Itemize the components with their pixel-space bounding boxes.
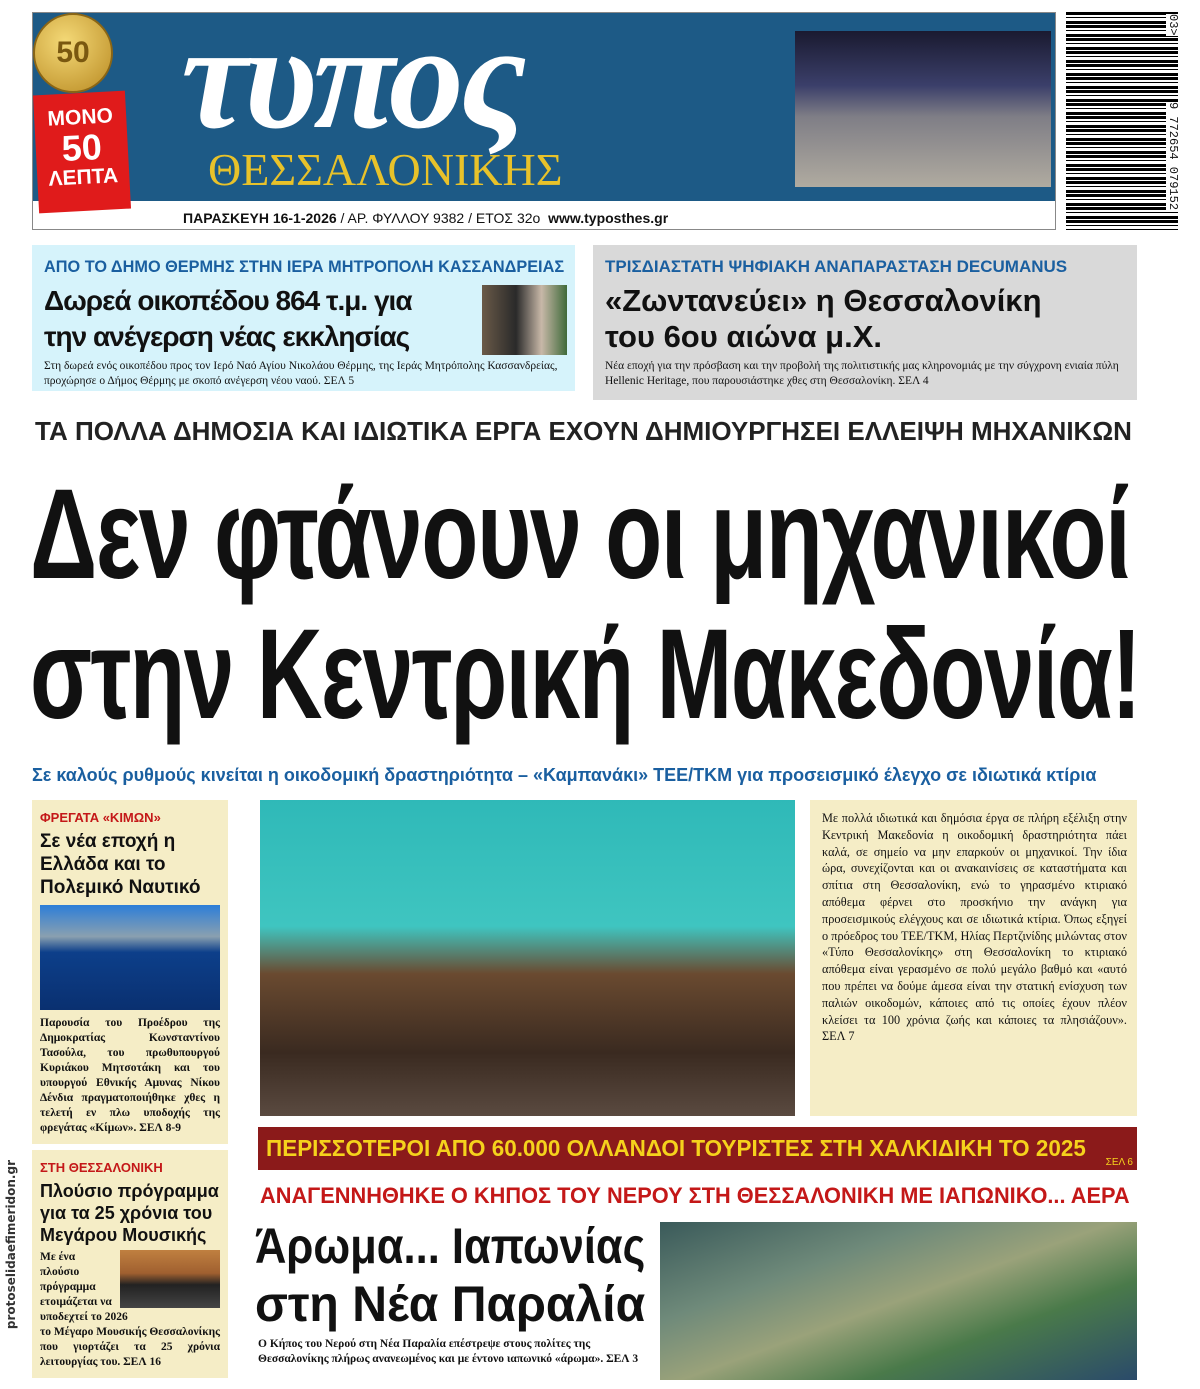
masthead [32,0,1056,230]
frigate-photo [40,905,220,1010]
story-body: Με ένα πλούσιο πρόγραμμα ετοιμάζεται να υποδεχτεί το 2026 [40,1251,128,1323]
headline: «Ζωντανεύει» η Θεσσαλονίκη [605,283,1042,318]
church-photo [482,285,567,355]
lead-subhead: Σε καλούς ρυθμούς κινείται η οικοδομική δραστηριότητα – «Καμπανάκι» ΤΕΕ/ΤΚΜ για προσεισμικό έλεγχο σε ιδιωτικά κτίρια [32,765,1097,785]
headline: Δωρεά οικοπέδου 864 τ.μ. για [44,285,412,316]
lead-headline: στην Κεντρική Μακεδονία! [30,603,1141,746]
kicker: ΤΡΙΣΔΙΑΣΤΑΤΗ ΨΗΦΙΑΚΗ ΑΝΑΠΑΡΑΣΤΑΣΗ DECUMANUS [605,257,1068,276]
headline: Σε νέα εποχή η Ελλάδα και το Πολεμικό Ναυτικό [40,831,201,898]
garden-photo [660,1222,1137,1380]
garden-headline: Άρωμα... Ιαπωνίας [255,1218,646,1274]
story-decumanus [593,245,1137,400]
kicker: ΣΤΗ ΘΕΣΣΑΛΟΝΙΚΗ [40,1160,163,1175]
story-church-donation [32,245,575,391]
newspaper-subtitle: ΘΕΣΣΑΛΟΝΙΚΗΣ [208,144,563,195]
story-body: Παρουσία του Προέδρου της Δημοκρατίας Κωνσταντίνου Τασούλα, του πρωθυπουργού Κυριάκου Μητσοτάκη και του υπουργού Εθνικής Αμυνας Νίκου Δένδια πραγματοποιήθηκε χθες η τελετή εν πλω υποδοχής της φρεγάτας «Κίμων». ΣΕΛ 8-9 [40,1017,220,1134]
badge-line: ΛΕΠΤΑ [47,164,119,191]
kicker: ΦΡΕΓΑΤΑ «ΚΙΜΩΝ» [40,810,161,825]
kicker: ΑΠΟ ΤΟ ΔΗΜΟ ΘΕΡΜΗΣ ΣΤΗΝ ΙΕΡΑ ΜΗΤΡΟΠΟΛΗ ΚΑΣΣΑΝΔΡΕΙΑΣ [44,257,565,276]
story-body: το Μέγαρο Μουσικής Θεσσαλονίκης που γιορτάζει τα 25 χρόνια λειτουργίας του. ΣΕΛ 16 [40,1326,220,1368]
newspaper-logo: τυπος [181,0,523,160]
barcode-number: 9 772654 079152 [1166,102,1180,211]
story-body: Νέα εποχή για την πρόσβαση και την προβολή της πολιτιστικής μας κληρονομιάς με την σύγχρονη ενιαία πύλη Hellenic Heritage, που παρουσιάστηκε χθες στη Θεσσαλονίκη. ΣΕΛ 4 [605,360,1119,387]
lead-kicker: ΤΑ ΠΟΛΛΑ ΔΗΜΟΣΙΑ ΚΑΙ ΙΔΙΩΤΙΚΑ ΕΡΓΑ ΕΧΟΥΝ ΔΗΜΙΟΥΡΓΗΣΕΙ ΕΛΛΕΙΨΗ ΜΗΧΑΝΙΚΩΝ [35,416,1132,446]
lead-body-box [810,800,1137,1116]
story-frigate [32,800,228,1144]
banner-page: ΣΕΛ 6 [1105,1157,1133,1168]
masthead-band [33,0,1055,201]
headline: Πλούσιο πρόγραμμα για τα 25 χρόνια του Μεγάρου Μουσικής [40,1181,219,1245]
barcode [1066,12,1178,230]
coin-icon: 50 [33,13,113,93]
story-megaro [32,1150,228,1378]
dateline [183,210,668,226]
garden-headline: στη Νέα Παραλία [255,1276,646,1332]
masthead-photo [795,31,1051,187]
watermark: protoselidaefimeridon.gr [4,1160,18,1330]
price-badge [33,91,131,214]
garden-kicker: ΑΝΑΓΕΝΝΗΘΗΚΕ Ο ΚΗΠΟΣ ΤΟΥ ΝΕΡΟΥ ΣΤΗ ΘΕΣΣΑΛΟΝΙΚΗ ΜΕ ΙΑΠΩΝΙΚΟ... ΑΕΡΑ [260,1183,1130,1208]
issue-info: / ΑΡ. ΦΥΛΛΟΥ 9382 / ΕΤΟΣ 32ο [336,210,541,226]
garden-body: Ο Κήπος του Νερού στη Νέα Παραλία επέστρεψε στους πολίτες της Θεσσαλονίκης πλήρως ανανεωμένος και με έντονο ιαπωνικό «άρωμα». ΣΕΛ 3 [258,1338,639,1365]
barcode-issue: 03> [1166,14,1180,36]
lead-headline: Δεν φτάνουν οι μηχανικοί [30,463,1130,606]
banner-text: ΠΕΡΙΣΣΟΤΕΡΟΙ ΑΠΟ 60.000 ΟΛΛΑΝΔΟΙ ΤΟΥΡΙΣΤΕΣ ΣΤΗ ΧΑΛΚΙΔΙΚΗ ΤΟ 2025 [266,1135,1086,1161]
headline: του 6ου αιώνα μ.Χ. [605,319,883,354]
megaro-photo [120,1250,220,1308]
badge-price: 50 [60,126,103,170]
badge-line: ΜΟΝΟ [46,104,114,131]
lead-body: Με πολλά ιδιωτικά και δημόσια έργα σε πλήρη εξέλιξη στην Κεντρική Μακεδονία η οικοδομική δραστηριότητα πάει καλά, σε σημείο να μην επαρκούν οι μηχανικοί. Την ίδια ώρα, συνεχίζονται και οι ανακαινίσεις σε καταστήματα και σπίτια στη Θεσσαλονίκη, ενώ το γηρασμένο κτιριακό απόθεμα φέρνει στο προσκήνιο την ανάγκη για προσεισμικούς ελέγχους και σε ιδιωτικά κτίρια. Όπως εξηγεί ο πρόεδρος του ΤΕΕ/ΤΚΜ, Ηλίας Περτζινίδης μιλώντας στον «Τύπο Θεσσαλονίκης» στη Θεσσαλονίκη το κτιριακό απόθεμα είναι γερασμένο σε πολύ μεγάλο βαθμό και «αυτό που πρέπει να δούμε άμεσα είναι την στατική ενίσχυση των παλιών οικοδομών, κάποιες από τις οποίες έχουν πλέον κλείσει τα 100 χρόνια ζωής και κάποιες τα πλησιάζουν». ΣΕΛ 7 [822,811,1127,1044]
construction-photo [260,800,795,1116]
story-body: Στη δωρεά ενός οικοπέδου προς τον Ιερό Ναό Αγίου Νικολάου Θέρμης, της Ιεράς Μητρόπολης Κασσανδρείας, προχώρησε ο Δήμος Θέρμης με σκοπό ανέγερση νέου ναού. ΣΕΛ 5 [44,360,558,387]
website-link[interactable]: www.typosthes.gr [548,210,669,226]
headline: την ανέγερση νέας εκκλησίας [44,321,410,352]
date: ΠΑΡΑΣΚΕΥΗ 16-1-2026 [183,210,337,226]
tourists-banner [258,1127,1137,1170]
